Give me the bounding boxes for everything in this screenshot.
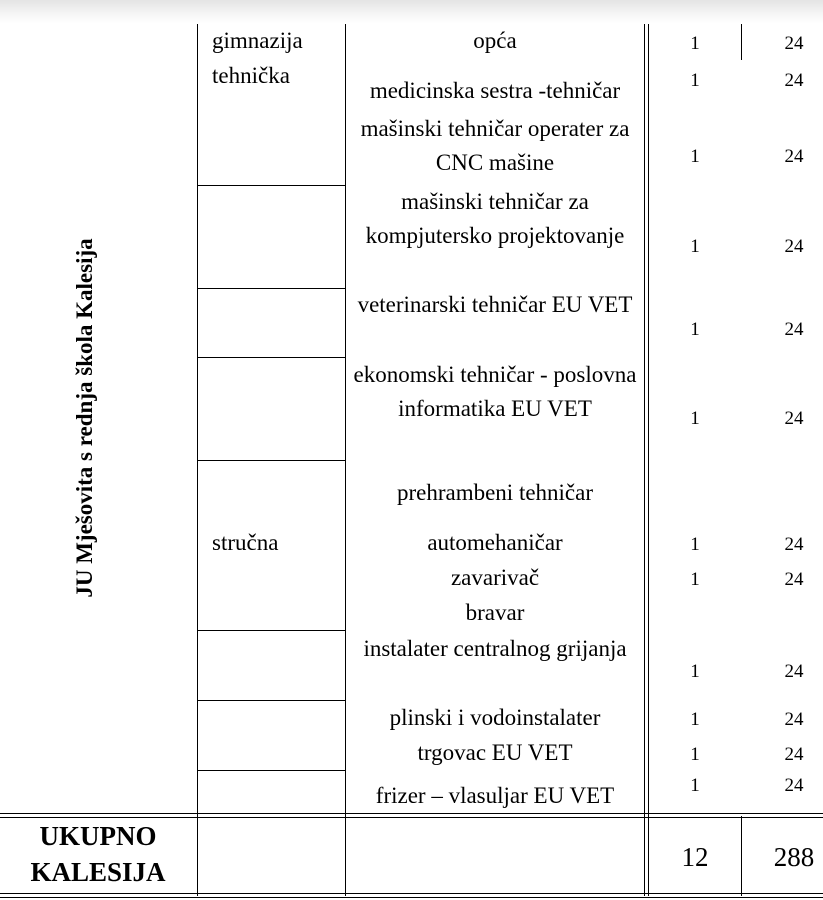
class-count: 1 — [690, 33, 700, 54]
student-count: 24 — [784, 709, 804, 730]
total-students: 288 — [773, 842, 815, 872]
program-name: ekonomski tehničar - poslovna informatika EU VET — [353, 362, 637, 421]
program-name: frizer – vlasuljar EU VET — [375, 783, 615, 808]
program-name: prehrambeni tehničar — [396, 480, 594, 505]
type-tehnicka: tehnička — [212, 63, 290, 88]
class-count: 1 — [690, 319, 700, 340]
student-count: 24 — [784, 319, 804, 340]
class-count: 1 — [690, 146, 700, 167]
top-edge — [0, 0, 823, 24]
class-count: 1 — [690, 236, 700, 257]
student-count: 24 — [784, 236, 804, 257]
student-count: 24 — [784, 661, 804, 682]
class-count: 1 — [690, 709, 700, 730]
student-count: 24 — [784, 146, 804, 167]
type-strucna: stručna — [212, 530, 279, 555]
class-count: 1 — [690, 408, 700, 429]
student-count: 24 — [784, 70, 804, 91]
program-name: mašinski tehničar operater za CNC mašine — [360, 116, 630, 175]
program-name: mašinski tehničar za kompjutersko projektovanje — [365, 189, 625, 248]
program-name: bravar — [465, 600, 525, 625]
class-count: 1 — [690, 661, 700, 682]
student-count: 24 — [784, 33, 804, 54]
student-count: 24 — [784, 744, 804, 765]
total-classes: 12 — [681, 842, 709, 872]
class-count: 1 — [690, 569, 700, 590]
program-name: plinski i vodoinstalater — [389, 705, 601, 730]
school-name: JU Mješovita s rednja škola Kalesija — [72, 238, 97, 598]
student-count: 24 — [784, 775, 804, 796]
class-count: 1 — [690, 70, 700, 91]
program-name: opća — [473, 28, 517, 53]
total-label-line1: UKUPNO — [39, 821, 157, 851]
program-name: medicinska sestra -tehničar — [369, 78, 621, 103]
class-count: 1 — [690, 534, 700, 555]
class-count: 1 — [690, 744, 700, 765]
student-count: 24 — [784, 534, 804, 555]
total-label-line2: KALESIJA — [30, 857, 166, 887]
type-gimnazija: gimnazija — [212, 28, 303, 53]
class-count: 1 — [690, 775, 700, 796]
program-name: trgovac EU VET — [417, 740, 573, 765]
student-count: 24 — [784, 569, 804, 590]
total-label — [0, 818, 196, 890]
program-name: instalater centralnog grijanja — [363, 636, 627, 661]
program-name: zavarivač — [450, 565, 540, 590]
student-count: 24 — [784, 408, 804, 429]
program-name: automehaničar — [427, 530, 563, 555]
program-name: veterinarski tehničar EU VET — [357, 292, 633, 317]
